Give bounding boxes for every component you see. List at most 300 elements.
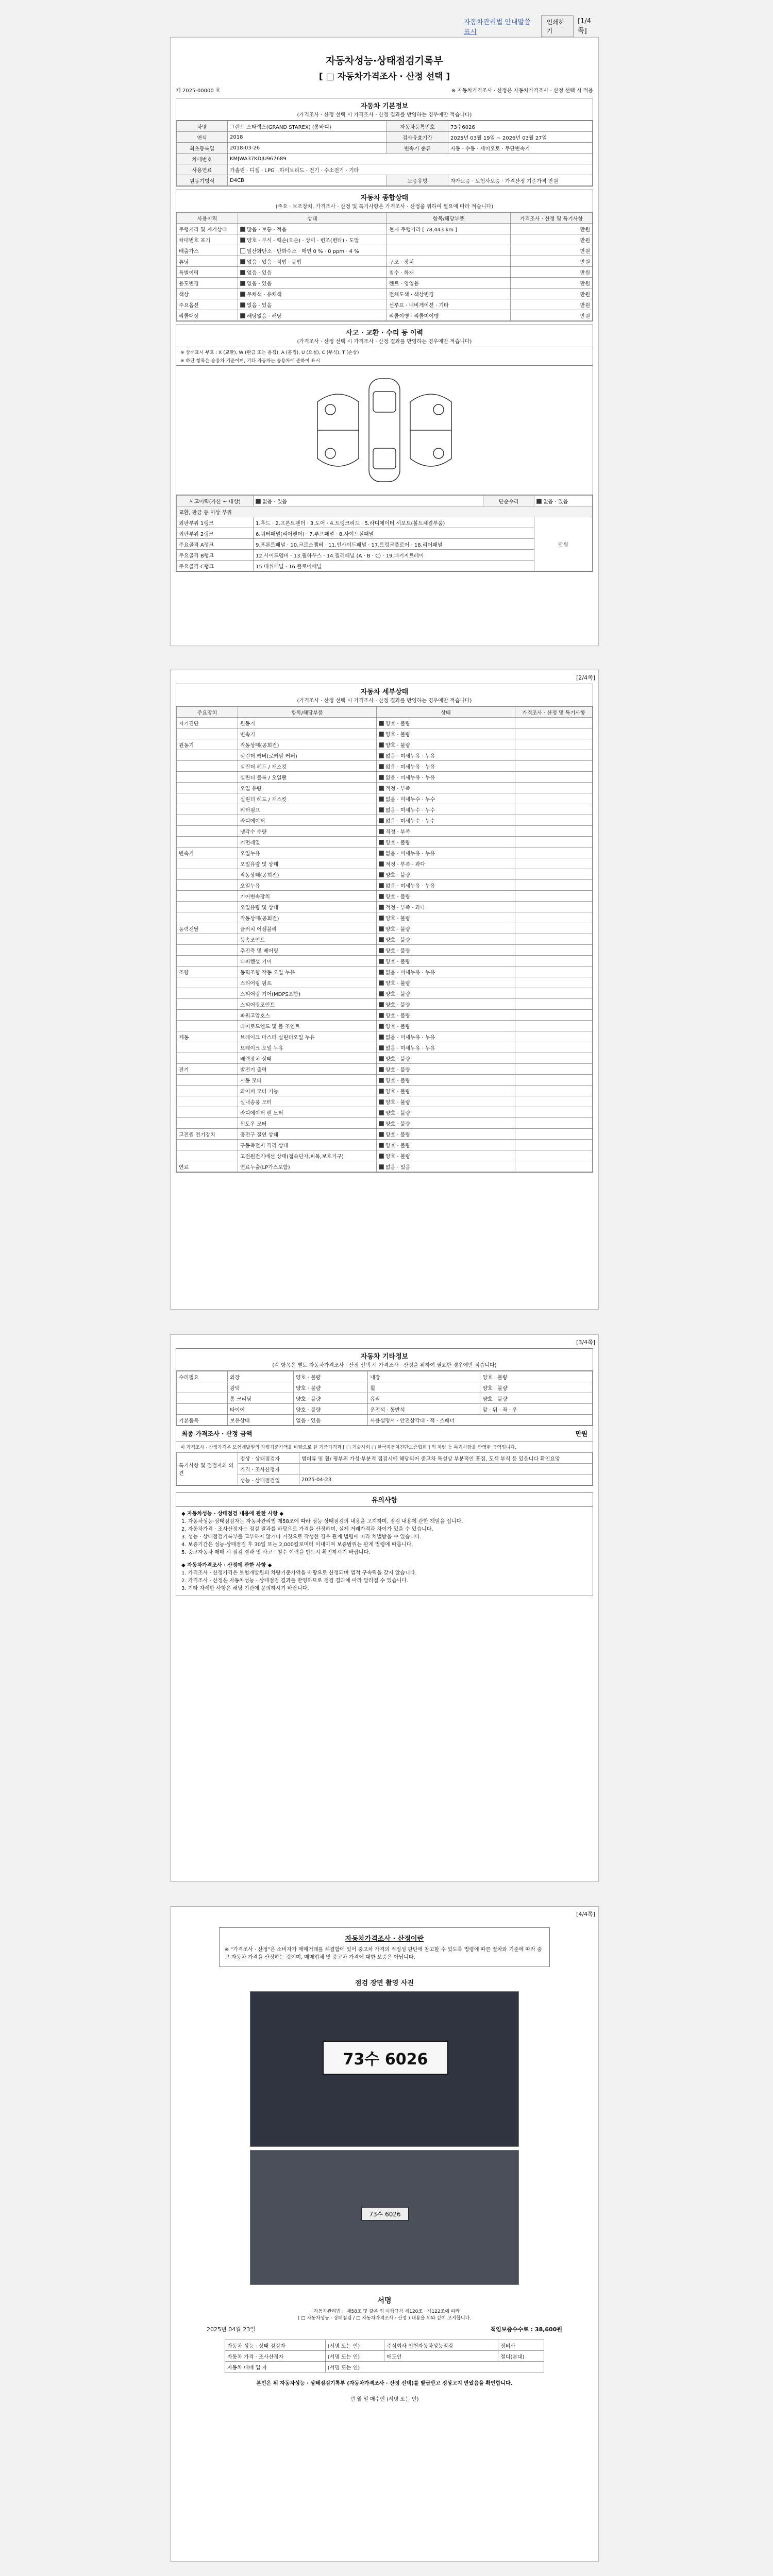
license-plate: 73수 6026 <box>361 2207 409 2221</box>
table-row <box>177 1021 593 1031</box>
price-note: ※ 자동차가격조사 · 산정은 자동차가격조사 · 산정 선택 시 적용 <box>451 88 593 94</box>
section-title: 자동차 기본정보 <box>360 103 409 110</box>
table-cell <box>177 869 238 880</box>
table-cell <box>515 1010 593 1021</box>
column-header: 사용이력 <box>177 213 238 224</box>
table-cell <box>515 1161 593 1172</box>
group-name: 주요골격 A랭크 <box>177 539 254 550</box>
table-cell: 스티어링조인트 <box>238 999 377 1010</box>
table-cell: 변속기 <box>177 848 238 858</box>
table-cell: 오일 유량 <box>238 783 377 793</box>
table-cell <box>177 804 238 815</box>
table-row <box>177 718 593 728</box>
table-cell: 동력전달 <box>177 923 238 934</box>
table-cell: 적정 · 부족 · 과다 <box>377 858 515 869</box>
table-row <box>177 1064 593 1075</box>
table-row <box>177 1140 593 1150</box>
table-cell <box>177 1140 238 1150</box>
field-label: 사고이력(가산 ~ 대상) <box>177 496 254 506</box>
field-label: 단순수리 <box>483 496 534 506</box>
table-cell: 오일누유 <box>238 848 377 858</box>
item: 룸 크리닝 <box>228 1393 294 1404</box>
page-number: [4/4쪽] <box>576 1911 595 1918</box>
field-label: 자동차등록번호 <box>387 121 448 132</box>
page-3 <box>170 1334 599 1882</box>
table-cell <box>515 1150 593 1161</box>
table-cell: 없음 · 있음 <box>238 278 387 289</box>
other-info-table <box>176 1371 593 1426</box>
table-cell <box>177 977 238 988</box>
table-cell: 연료 <box>177 1161 238 1172</box>
table-cell: 타이로드엔드 및 볼 조인트 <box>238 1021 377 1031</box>
table-row <box>177 891 593 902</box>
info-box-title: 자동차가격조사 · 산정이란 <box>345 1935 424 1943</box>
basic-info-table <box>176 121 593 186</box>
table-cell: 양호 · 불량 <box>377 923 515 934</box>
document-number: 제 2025-00000 호 <box>176 88 221 94</box>
column-header: 가격조사 · 산정 및 특기사항 <box>511 213 593 224</box>
role-label: 자동차 매매 업 자 <box>225 2362 326 2372</box>
group-name <box>177 1393 228 1404</box>
field-label: 보증유형 <box>387 175 448 186</box>
table-row <box>177 977 593 988</box>
rear-photo <box>250 2150 519 2285</box>
column-header: 항목/해당부품 <box>238 707 377 718</box>
table-cell: 만원 <box>511 278 593 289</box>
group-parts: 12.사이드멤버 · 13.휠하우스 · 14.필러패널 (A · B · C) · 19.패키지트레이 <box>254 550 534 561</box>
table-cell: 파워고압호스 <box>238 1010 377 1021</box>
column-header: 주요장치 <box>177 707 238 718</box>
item: 내장 <box>368 1371 480 1382</box>
table-cell: 없음 · 미세누유 · 누유 <box>377 880 515 891</box>
section-note: (주요 · 보조장치, 가격조사 · 산정 및 특기사항은 가격조사 · 산정을 위하여 필요에 따라 적습니다) <box>176 202 593 212</box>
table-row <box>177 837 593 848</box>
table-cell: 실린더 블록 / 오일팬 <box>238 772 377 783</box>
section-title: 유의사항 <box>176 1493 593 1507</box>
document-title: 자동차성능·상태점검기록부 <box>326 55 443 66</box>
table-row <box>177 1107 593 1118</box>
table-cell: 연료누출(LP가스포함) <box>238 1161 377 1172</box>
page-number: [3/4쪽] <box>576 1339 595 1346</box>
section-title: 자동차 종합상태 <box>360 194 409 202</box>
table-row <box>177 761 593 772</box>
table-cell <box>515 1096 593 1107</box>
notice-head: ◆ 자동차성능 · 상태점검 내용에 관한 사항 ◆ <box>181 1511 284 1517</box>
table-cell: 오일유량 및 상태 <box>238 902 377 912</box>
table-row <box>177 999 593 1010</box>
table-row <box>177 1075 593 1086</box>
table-cell: 실내송풍 모터 <box>238 1096 377 1107</box>
table-cell: 양호 · 불량 <box>377 977 515 988</box>
table-cell: 만원 <box>511 299 593 310</box>
table-cell <box>515 869 593 880</box>
table-cell <box>515 934 593 945</box>
table-cell: 조향 <box>177 967 238 977</box>
table-row <box>177 1161 593 1172</box>
table-cell: 양호 · 불량 <box>377 999 515 1010</box>
field-label: 원동기형식 <box>177 175 228 186</box>
car-diagram <box>176 366 593 495</box>
role-sign: (서명 또는 인) <box>325 2362 544 2372</box>
table-cell <box>515 1021 593 1031</box>
final-price-unit: 만원 <box>575 1430 587 1437</box>
table-cell <box>515 718 593 728</box>
table-cell <box>515 848 593 858</box>
field-value: 없음 · 있음 <box>534 496 593 506</box>
state: 양호 · 불량 <box>480 1371 593 1382</box>
opinion-label: 특기사항 및 점검자의 의견 <box>177 1453 238 1485</box>
role-sign: (서명 또는 인) <box>325 2340 384 2351</box>
opinion-text: 2025-04-23 <box>299 1475 593 1485</box>
sign-title: 서명 <box>377 2297 392 2305</box>
state: 없음 · 있음 <box>294 1415 368 1426</box>
table-row <box>177 956 593 967</box>
state: 양호 · 불량 <box>294 1371 368 1382</box>
item: 외장 <box>228 1371 294 1382</box>
role-sign: (서명 또는 인) <box>325 2351 384 2362</box>
print-button[interactable]: 인쇄하기 <box>541 15 574 37</box>
table-cell: 만원 <box>511 256 593 267</box>
table-cell: 양호 · 부식 · 훼손(오손) · 상이 · 변조(변타) · 도말 <box>238 234 387 245</box>
opinion-text <box>299 1464 593 1475</box>
table-cell <box>515 739 593 750</box>
table-cell: 양호 · 불량 <box>377 945 515 956</box>
info-box-text: ※ "가격조사 · 산정"은 소비자가 매매거래를 체결함에 있어 중고차 가격의 적정성 판단에 참고할 수 있도록 법령에 따른 절차와 기준에 따라 중고 자동차 가격을 산정하는 것이며, 매매업체 및 중고차 가격에 대한 보증은 아닙니다. <box>225 1947 542 1960</box>
table-cell <box>177 945 238 956</box>
notice-line: 3. 기타 자세한 사항은 해당 기관에 문의하시기 바랍니다. <box>181 1586 309 1591</box>
table-cell: 없음 · 미세누유 · 누유 <box>377 967 515 977</box>
column-header: 가격조사 · 산정 및 특기사항 <box>515 707 593 718</box>
accident-summary-table <box>176 495 593 571</box>
field-value: 가솔린 · 디젤 · LPG · 하이브리드 · 전기 · 수소전기 · 기타 <box>228 164 593 175</box>
document-subtitle: [ □ 자동차가격조사 · 산정 선택 ] <box>318 72 450 82</box>
table-cell <box>177 837 238 848</box>
final-price-title: 최종 가격조사 · 산정 금액 <box>181 1430 253 1437</box>
legal-text: 이 가격조사 · 산정가격은 보험개발원의 차량기준가액을 바탕으로 한 기준가격과 [ □ 기술사회 □ 한국자동차진단보증협회 ] 의 차량 등 특기사항을 반영한 금액입니다. <box>176 1441 593 1452</box>
table-cell: 리콜이행 · 리콜미이행 <box>387 310 511 321</box>
role-label: 자동차 가격 · 조사산정자 <box>225 2351 326 2362</box>
state: 양호 · 불량 <box>294 1404 368 1415</box>
table-row <box>177 750 593 761</box>
table-row <box>177 1042 593 1053</box>
field-value: D4CB <box>228 175 387 186</box>
table-row <box>177 912 593 923</box>
table-cell: 양호 · 불량 <box>377 891 515 902</box>
table-cell <box>177 815 238 826</box>
table-cell: 워터펌프 <box>238 804 377 815</box>
table-cell <box>515 912 593 923</box>
page-2 <box>170 670 599 1310</box>
table-cell <box>177 880 238 891</box>
table-cell <box>515 772 593 783</box>
table-row <box>177 967 593 977</box>
legend-text: ※ 상태표시 부호 : X (교환), W (판금 또는 용접), A (흠집), U (요철), C (부식), T (손상) <box>180 350 359 355</box>
section-note: (각 항목은 별도 자동차가격조사 · 산정 선택 시 가격조사 · 산정을 위하여 필요한 경우에만 적습니다) <box>176 1361 593 1371</box>
table-cell <box>515 1118 593 1129</box>
table-cell: 만원 <box>511 289 593 299</box>
table-cell: 양호 · 불량 <box>377 869 515 880</box>
section-note: (가격조사 · 산정 선택 시 가격조사 · 산정 결과를 반영하는 경우에만 적습니다) <box>176 696 593 706</box>
opinion-table <box>176 1452 593 1485</box>
table-cell <box>177 750 238 761</box>
item: 휠 <box>368 1382 480 1393</box>
notice-head: ◆ 자동차가격조사 · 산정에 관한 사항 ◆ <box>181 1563 272 1568</box>
field-value: 2018-03-26 <box>228 143 387 154</box>
table-cell: 와이퍼 모터 기능 <box>238 1086 377 1096</box>
opinion-role: 성능 · 상태점검일 <box>238 1475 299 1485</box>
table-cell <box>515 1064 593 1075</box>
table-cell: 없음 · 미세누수 · 누수 <box>377 804 515 815</box>
table-cell <box>177 912 238 923</box>
signature-table <box>225 2340 544 2372</box>
table-cell: 오일누유 <box>238 880 377 891</box>
table-cell <box>515 988 593 999</box>
table-cell <box>515 999 593 1010</box>
role-label: 자동차 성능 · 상태 점검자 <box>225 2340 326 2351</box>
table-row <box>177 934 593 945</box>
table-cell: 고전원 전기장치 <box>177 1129 238 1140</box>
field-value: KMJWA37KDJU967689 <box>228 154 593 164</box>
table-cell <box>177 999 238 1010</box>
table-cell: 전기 <box>177 1064 238 1075</box>
column-header: 항목/해당부품 <box>387 213 511 224</box>
item: 유리 <box>368 1393 480 1404</box>
table-row <box>177 1129 593 1140</box>
table-cell <box>515 1129 593 1140</box>
table-cell: 양호 · 불량 <box>377 1150 515 1161</box>
table-cell <box>177 1042 238 1053</box>
photo-title: 점검 장면 촬영 사진 <box>355 1979 414 1987</box>
group-name: 주요골격 C랭크 <box>177 561 254 571</box>
table-cell: 양호 · 불량 <box>377 1129 515 1140</box>
info-box <box>219 1927 550 1967</box>
table-cell: 만원 <box>511 245 593 256</box>
table-cell: 양호 · 불량 <box>377 1140 515 1150</box>
table-cell <box>387 245 511 256</box>
accident-history-section <box>176 325 593 572</box>
table-cell <box>515 761 593 772</box>
table-cell: 오일유량 및 상태 <box>238 858 377 869</box>
group-parts: 1.후드 · 2.프론트펜더 · 3.도어 · 4.트렁크리드 · 5.라디에이터 서포트(볼트체결부품) <box>254 517 534 528</box>
table-cell: 없음 · 미세누유 · 누유 <box>377 1042 515 1053</box>
car-outline-icon <box>307 371 462 489</box>
table-cell: 차대번호 표기 <box>177 234 238 245</box>
page-number: [2/4쪽] <box>576 674 595 681</box>
field-value: 73수6026 <box>448 121 593 132</box>
table-cell <box>177 1053 238 1064</box>
table-row <box>177 815 593 826</box>
table-row <box>177 880 593 891</box>
table-row <box>177 945 593 956</box>
table-cell: 양호 · 불량 <box>377 739 515 750</box>
table-row <box>177 804 593 815</box>
group-parts: 15.대쉬패널 · 16.플로어패널 <box>254 561 534 571</box>
table-cell: 실린더 헤드 / 개스킷 <box>238 761 377 772</box>
table-cell: 무채색 · 유채색 <box>238 289 387 299</box>
table-cell: 주요옵션 <box>177 299 238 310</box>
table-cell: 원동기 <box>238 718 377 728</box>
table-cell: 양호 · 불량 <box>377 1075 515 1086</box>
table-cell: 동력조향 작동 오일 누유 <box>238 967 377 977</box>
table-row <box>177 1150 593 1161</box>
table-row <box>177 1118 593 1129</box>
table-cell <box>515 815 593 826</box>
table-cell <box>177 1075 238 1086</box>
table-cell <box>177 783 238 793</box>
column-header: 상태 <box>377 707 515 718</box>
table-cell: 없음 · 미세누유 · 누유 <box>377 761 515 772</box>
table-row <box>177 772 593 783</box>
table-row <box>177 1086 593 1096</box>
table-cell: 만원 <box>511 267 593 278</box>
section-title: 사고 · 교환 · 수리 등 이력 <box>345 329 424 337</box>
page-4: [4/4쪽] 자동차가격조사 · 산정이란 ※ "가격조사 · 산정"은 소비자가 매매거래를 체결함에 있어 중고차 가격의 적정성 판단에 참고할 수 있도록 법령에 따른 절차와 기준에 따라 중고 자동차 가격을 산정하는 것이며, 매매업체 및 중고차 가격에 대한 보증은 아닙니다. 점검 장면 촬영 사진 73수 6026 73수 6026 서명 「자동차관리법」 제58조 및 같은 법 시행규칙 제120조 · 제122조에 따라 ( □ 자동차성능 · 상태점검 / □ 자동차가격조사 · 산정 ) 내용을 위와 같이 고지합니다. 2025년 04월 23일 책임보증수수료 : 38,600원 자동차 성능 · 상태 점검자 (서명 또는 인) 주식회사 인천자동차성능점검 정비사 자동차 가격 · 조사산정자 (서명 또는 인) 매도인 절디(본대) 자동차 매매 업 자 (서명 또는 인) 본인은 위 자동차성능 · 상태점검기록부 (자동차가격조사 · 산정 선택)를 발급받고 정상고지 받았음을 확인합니다. 년 월 일 매수인 (서명 또는 인) <box>170 1906 599 2562</box>
top-toolbar <box>463 18 598 36</box>
table-cell: 발전기 출력 <box>238 1064 377 1075</box>
table-cell: 고전원전기배선 상태(접속단자,피복,보호기구) <box>238 1150 377 1161</box>
item: 운전석 · 동반석 <box>368 1404 480 1415</box>
table-cell: 없음 · 있음 <box>377 1161 515 1172</box>
table-cell: 양호 · 불량 <box>377 718 515 728</box>
section-note: (가격조사 · 산정 선택 시 가격조사 · 산정 결과를 반영하는 경우에만 적습니다) <box>176 337 593 347</box>
table-cell: 윈도우 모터 <box>238 1118 377 1129</box>
table-cell <box>177 858 238 869</box>
notice-section <box>176 1492 593 1596</box>
table-cell: 없음 · 있음 <box>238 267 387 278</box>
footer-text: 년 월 일 매수인 (서명 또는 인) <box>350 2397 419 2402</box>
table-cell <box>515 1086 593 1096</box>
table-cell: 작동상태(공회전) <box>238 739 377 750</box>
table-row <box>177 793 593 804</box>
table-cell: 현재 주행거리 [ 78,443 km ] <box>387 224 511 234</box>
field-label: 사용연료 <box>177 164 228 175</box>
table-cell: 양호 · 불량 <box>377 1010 515 1021</box>
table-cell: 양호 · 불량 <box>377 934 515 945</box>
group-name <box>177 1404 228 1415</box>
table-cell: 주행거리 및 계기상태 <box>177 224 238 234</box>
table-cell <box>515 826 593 837</box>
table-cell: 없음 · 미세누수 · 누수 <box>377 815 515 826</box>
table-row <box>177 1010 593 1021</box>
notice-line: 1. 자동차성능·상태점검자는 자동차관리법 제58조에 따라 성능·상태점검의 내용을 고지하며, 점검 내용에 관한 책임을 집니다. <box>181 1519 463 1524</box>
table-cell: 리콜대상 <box>177 310 238 321</box>
table-row <box>177 1031 593 1042</box>
table-cell: 양호 · 불량 <box>377 956 515 967</box>
table-cell: 튜닝 <box>177 256 238 267</box>
table-cell <box>515 858 593 869</box>
state: 양호 · 불량 <box>294 1393 368 1404</box>
table-cell: 색상 <box>177 289 238 299</box>
field-value: 자가보증 · 보험사보증 · 가격산정 기준가격 만원 <box>448 175 593 186</box>
table-cell: 양호 · 불량 <box>377 988 515 999</box>
price-cell: 만원 <box>534 517 593 571</box>
table-cell <box>177 772 238 783</box>
basic-info-section <box>176 98 593 187</box>
table-cell: 기어변속장치 <box>238 891 377 902</box>
footer-text: 본인은 위 자동차성능 · 상태점검기록부 (자동차가격조사 · 산정 선택)를 발급받고 정상고지 받았음을 확인합니다. <box>256 2381 513 2386</box>
table-cell <box>515 837 593 848</box>
license-plate: 73수 6026 <box>323 2041 448 2075</box>
table-cell: 구조 · 장치 <box>387 256 511 267</box>
table-cell: 구동축전지 격리 상태 <box>238 1140 377 1150</box>
table-cell: 배력장치 상태 <box>238 1053 377 1064</box>
table-cell: 만원 <box>511 234 593 245</box>
notice-body <box>176 1507 593 1596</box>
table-cell: 침수 · 화재 <box>387 267 511 278</box>
table-cell <box>515 783 593 793</box>
table-cell <box>177 761 238 772</box>
law-notice-link[interactable]: 자동차관리법 안내말씀 표시 <box>463 19 531 36</box>
table-cell <box>515 977 593 988</box>
notice-line: 3. 성능 · 상태점검기록부를 교부하지 않거나 거짓으로 작성한 경우 관계 법령에 따라 처벌받을 수 있습니다. <box>181 1534 422 1540</box>
table-cell <box>177 1107 238 1118</box>
table-cell <box>387 234 511 245</box>
table-cell <box>515 793 593 804</box>
opinion-role: 가격 · 조사산정자 <box>238 1464 299 1475</box>
fee-value: 38,600원 <box>534 2326 562 2333</box>
table-cell: 작동상태(공회전) <box>238 912 377 923</box>
notice-line: 4. 보증기간은 성능·상태점검 후 30일 또는 2,000킬로미터 이내이며 보증범위는 관계 법령에 따릅니다. <box>181 1542 413 1548</box>
table-cell: 없음 · 미세누유 · 누유 <box>377 750 515 761</box>
field-value: 2018 <box>228 132 387 143</box>
notice-line: 5. 중고자동차 매매 시 점검 결과 및 사고 · 침수 이력을 반드시 확인하시기 바랍니다. <box>181 1550 371 1555</box>
table-cell <box>177 1150 238 1161</box>
table-cell <box>177 902 238 912</box>
table-cell: 없음 · 있음 · 적법 · 불법 <box>238 256 387 267</box>
table-cell <box>515 1031 593 1042</box>
sign-text: 「자동차관리법」 제58조 및 같은 법 시행규칙 제120조 · 제122조에 따라 <box>309 2309 460 2314</box>
table-cell: 일산화탄소 · 탄화수소 · 매연 0 % · 0 ppm · 4 % <box>238 245 387 256</box>
table-cell <box>177 793 238 804</box>
front-photo <box>250 1991 519 2147</box>
table-cell: 없음 · 있음 <box>238 299 387 310</box>
page-indicator: [1/4쪽] <box>578 18 592 35</box>
field-value: 자동 · 수동 · 세미오토 · 무단변속기 <box>448 143 593 154</box>
column-header: 상태 <box>238 213 387 224</box>
field-value: 없음 · 있음 <box>254 496 483 506</box>
table-cell <box>515 891 593 902</box>
group-name: 외판부위 1랭크 <box>177 517 254 528</box>
table-cell: 없음 · 미세누유 · 누유 <box>377 848 515 858</box>
table-cell: 시동 모터 <box>238 1075 377 1086</box>
receipt-label: 주식회사 인천자동차성능점검 <box>384 2340 498 2351</box>
table-cell: 양호 · 불량 <box>377 837 515 848</box>
table-cell <box>515 1053 593 1064</box>
panel-title: 교환, 판금 등 이상 부위 <box>177 506 593 517</box>
group-name: 수리필요 <box>177 1371 228 1382</box>
table-row <box>177 739 593 750</box>
table-cell <box>177 1086 238 1096</box>
table-cell: 렌트 · 영업용 <box>387 278 511 289</box>
table-cell <box>515 1075 593 1086</box>
opinion-role: 정상 · 상태점검자 <box>238 1453 299 1464</box>
table-cell: 커먼레일 <box>238 837 377 848</box>
field-label: 차명 <box>177 121 228 132</box>
table-cell <box>515 967 593 977</box>
table-cell: 양호 · 불량 <box>377 728 515 739</box>
table-cell: 양호 · 불량 <box>377 912 515 923</box>
table-cell <box>515 945 593 956</box>
table-cell: 스티어링 펌프 <box>238 977 377 988</box>
item: 타이어 <box>228 1404 294 1415</box>
table-row <box>177 858 593 869</box>
table-cell: 클러치 어셈블리 <box>238 923 377 934</box>
table-cell: 없음 · 미세누유 · 누유 <box>377 1031 515 1042</box>
field-value: 그랜드 스타렉스(GRAND STAREX) (롱바디) <box>228 121 387 132</box>
table-row <box>177 728 593 739</box>
table-cell: 충전구 절연 상태 <box>238 1129 377 1140</box>
notice-line: 2. 가격조사 · 산정은 자동차성능 · 상태점검 결과를 반영하므로 점검 결과에 따라 달라질 수 있습니다. <box>181 1578 409 1584</box>
